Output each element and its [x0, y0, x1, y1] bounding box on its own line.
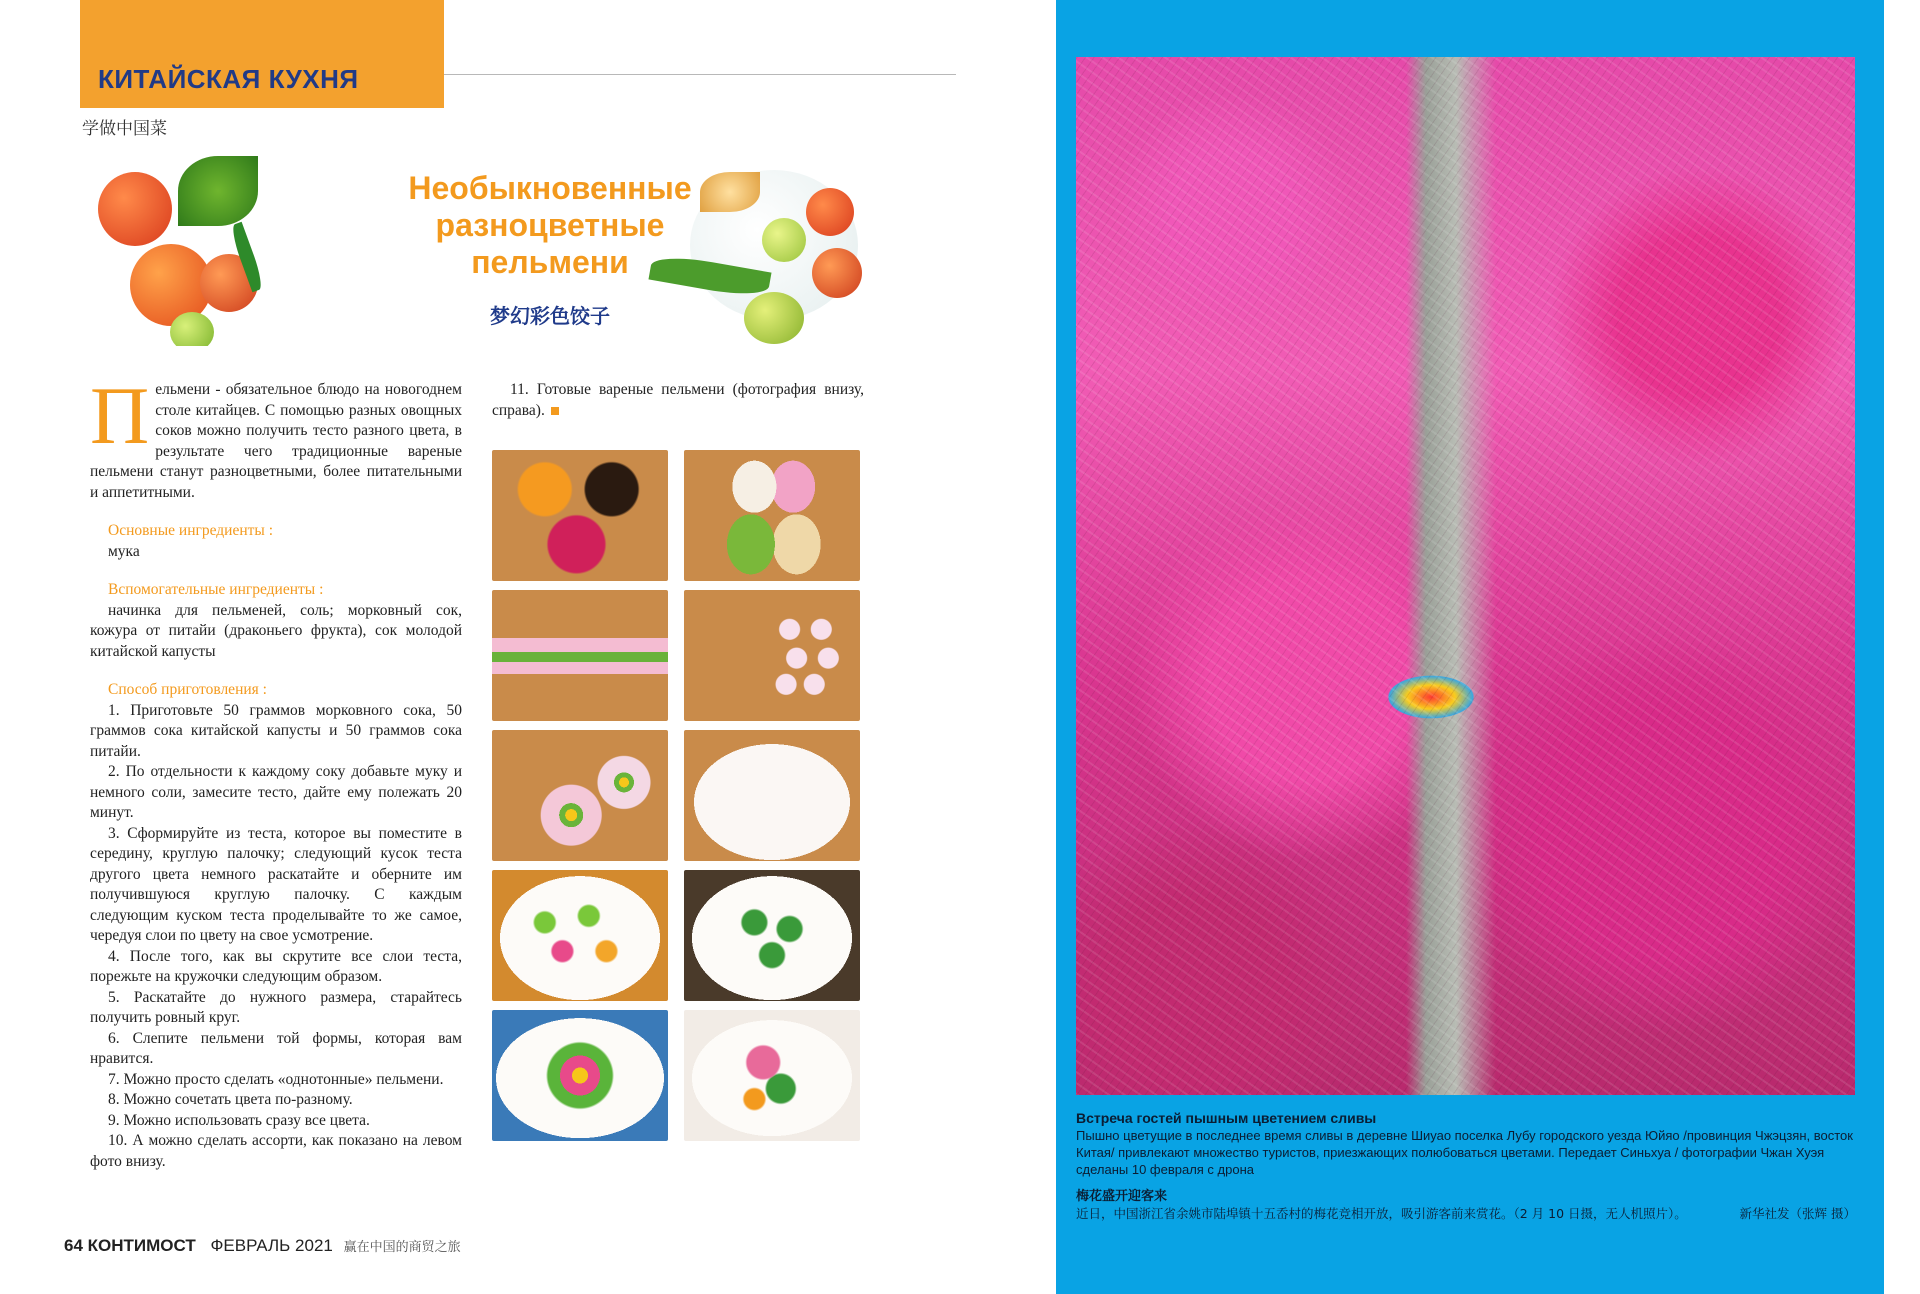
tomato-illustration	[98, 172, 172, 246]
article-title-line: разноцветные	[435, 207, 665, 243]
title-banner	[90, 152, 862, 346]
step-photo	[492, 590, 668, 721]
aux-ingredients-heading: Вспомогательные ингредиенты :	[108, 581, 324, 598]
step-photo	[684, 450, 860, 581]
caption-text: Пышно цветущие в последнее время сливы в деревне Шиуао поселка Лубу городского уезда Юйяо /провинция Чжэцзян, восток Китая/ привлекают множество туристов, приезжающих полюбоваться цветами. Передает Синьхуа / фотографии Чжан Хуэя сделаны 10 февраля с дрона	[1076, 1128, 1853, 1177]
article-subtitle-chinese: 梦幻彩色饺子	[490, 304, 610, 328]
step-photo	[492, 730, 668, 861]
section-title: КИТАЙСКАЯ КУХНЯ	[98, 64, 359, 94]
step-photo	[492, 1010, 668, 1141]
caption-chinese	[1076, 1205, 1856, 1222]
plum-blossom-photo	[1076, 57, 1855, 1095]
aux-ingredients-text: начинка для пельменей, соль; морковный сок, кожура от питайи (драконьего фрукта), сок молодой китайской капусты	[90, 601, 462, 660]
article-column-left	[90, 370, 462, 1172]
method-step: 2. По отдельности к каждому соку добавьте муку и немного соли, замесите тесто, дайте ему полежать 20 минут.	[90, 763, 462, 821]
page-number: 64	[64, 1236, 83, 1255]
parsley-illustration	[178, 156, 258, 226]
method-step: 3. Сформируйте из теста, которое вы поместите в середину, круглую палочку; следующий кусок теста другого цвета немного раскатайте и оберните им получившуюся круглую палочку. С каждым следующим куском теста проделывайте то же самое, чередуя слои по цвету на свое усмотрение.	[90, 824, 462, 944]
method-step: 10. А можно сделать ассорти, как показано на левом фото внизу.	[90, 1132, 462, 1170]
caption-text-chinese: 近日，中国浙江省余姚市陆埠镇十五岙村的梅花竞相开放，吸引游客前来赏花。（2 月 10 日摄，无人机照片）。	[1076, 1206, 1687, 1221]
tomato-illustration	[812, 248, 862, 298]
method-step: 6. Слепите пельмени той формы, которая вам нравится.	[90, 1029, 462, 1067]
magazine-slogan: 赢在中国的商贸之旅	[343, 1240, 461, 1255]
method-step-final-text: 11. Готовые вареные пельмени (фотография внизу, справа).	[492, 381, 864, 419]
article-title-line: Необыкновенные	[408, 170, 692, 206]
header-rule	[444, 74, 956, 75]
method-step-final	[492, 380, 864, 421]
section-subtitle: 学做中国菜	[82, 119, 167, 139]
step-photo	[684, 1010, 860, 1141]
article-title-line: пельмени	[471, 244, 629, 280]
tomato-illustration	[806, 188, 854, 236]
method-step: 7. Можно просто сделать «однотонные» пельмени.	[108, 1070, 444, 1088]
method-step: 8. Можно сочетать цвета по-разному.	[108, 1091, 353, 1108]
step-photo	[684, 730, 860, 861]
intro-paragraph	[90, 370, 462, 503]
page-footer	[64, 1236, 461, 1256]
photo-credit: 新华社发（张辉 摄）	[1739, 1206, 1856, 1221]
issue-date: ФЕВРАЛЬ 2021	[210, 1236, 333, 1255]
drop-cap: П	[90, 370, 150, 461]
lime-illustration	[170, 312, 214, 346]
main-ingredients-text: мука	[108, 542, 140, 560]
step-photo	[684, 870, 860, 1001]
intro-text: ельмени - обязательное блюдо на новогоднем столе китайцев. С помощью разных овощных соков можно получить тесто разного цвета, в результате чего традиционные вареные пельмени станут разноцветными, более питательными и аппетитными.	[90, 381, 462, 501]
lime-illustration	[762, 218, 806, 262]
method-step: 5. Раскатайте до нужного размера, старайтесь получить ровный круг.	[90, 988, 462, 1026]
step-photo	[492, 870, 668, 1001]
step-photo	[492, 450, 668, 581]
step-photo	[684, 590, 860, 721]
article-column-right	[492, 380, 864, 421]
photo-texture	[1076, 57, 1855, 1095]
magazine-name: КОНТИМОСТ	[87, 1236, 196, 1255]
method-step: 9. Можно использовать сразу все цвета.	[108, 1111, 370, 1129]
photo-caption	[1076, 1110, 1856, 1222]
article-title	[340, 170, 760, 281]
end-mark	[551, 407, 559, 415]
caption-title: Встреча гостей пышным цветением сливы	[1076, 1110, 1377, 1126]
main-ingredients-heading: Основные ингредиенты :	[108, 522, 273, 539]
method-heading: Способ приготовления :	[108, 681, 267, 698]
method-step: 1. Приготовьте 50 граммов морковного сока, 50 граммов сока китайской капусты и 50 граммов сока питайи.	[90, 701, 462, 760]
method-step: 4. После того, как вы скрутите все слои теста, порежьте на кружочки следующим образом.	[90, 947, 462, 985]
caption-title-chinese: 梅花盛开迎客来	[1076, 1189, 1168, 1204]
